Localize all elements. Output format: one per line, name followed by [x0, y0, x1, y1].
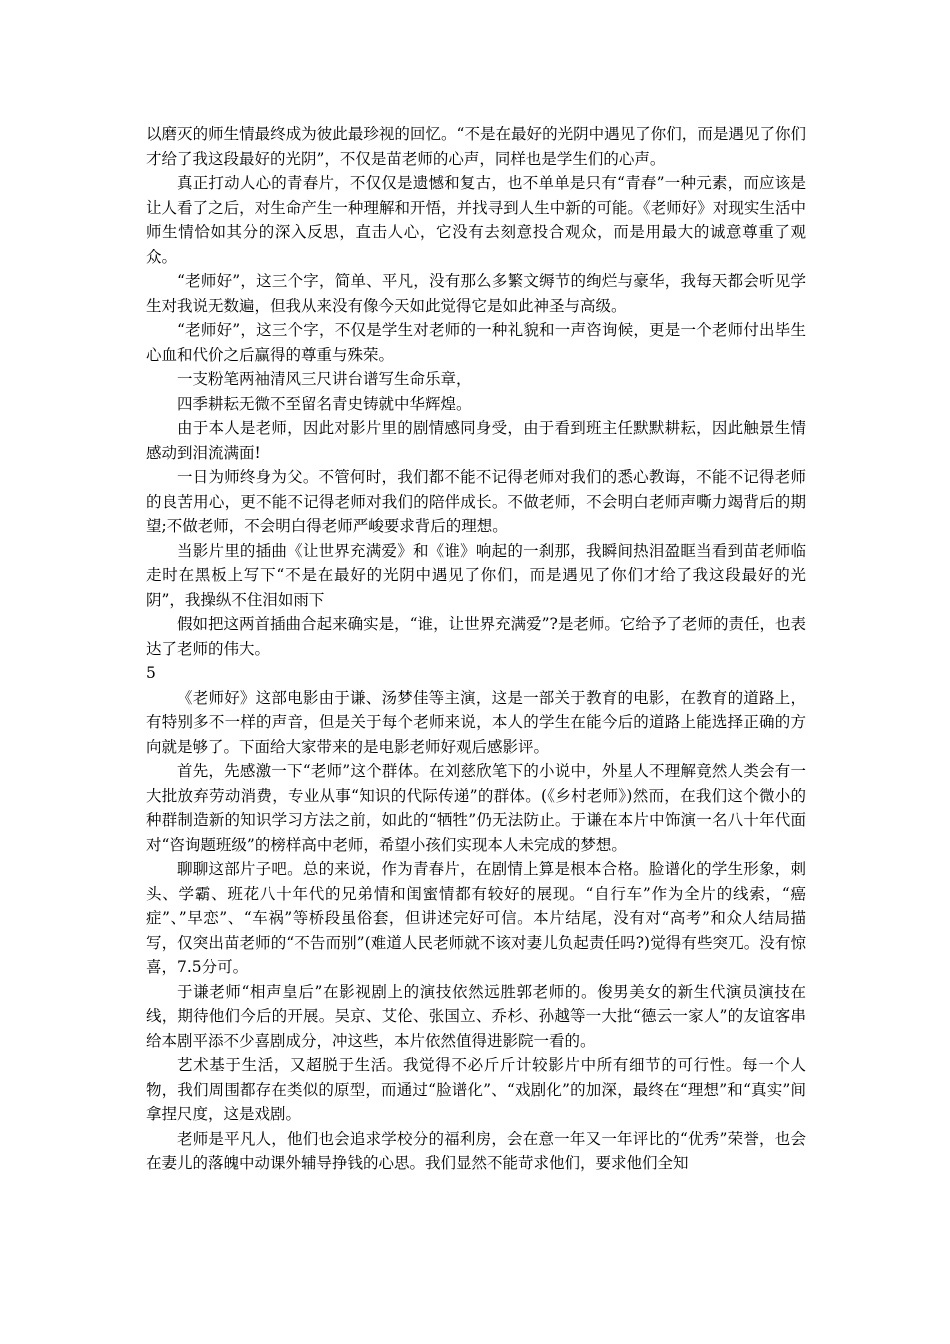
paragraph-9: 当影片里的插曲《让世界充满爱》和《谁》响起的一刹那，我瞬间热泪盈眶当看到苗老师临走时在黑板上写下“不是在最好的光阴中遇见了你们，而是遇见了你们才给了我这段最好的光阴”，我操纵不住泪如雨下 [146, 541, 806, 609]
paragraph-4: “老师好”，这三个字，不仅是学生对老师的一种礼貌和一声咨询候，更是一个老师付出毕生心血和代价之后赢得的尊重与殊荣。 [146, 321, 806, 364]
paragraph-11: 《老师好》这部电影由于谦、汤梦佳等主演，这是一部关于教育的电影，在教育的道路上，有特别多不一样的声音，但是关于每个老师来说，本人的学生在能今后的道路上能选择正确的方向就是够了。下面给大家带来的是电影老师好观后感影评。 [146, 688, 806, 756]
paragraph-14: 于谦老师“相声皇后”在影视剧上的演技依然远胜郭老师的。俊男美女的新生代演员演技在线，期待他们今后的开展。吴京、艾伦、张国立、乔杉、孙越等一大批“德云一家人”的友谊客串给本剧平添不少喜剧成分，冲这些，本片依然值得进影院一看的。 [146, 982, 806, 1050]
paragraph-8: 一日为师终身为父。不管何时，我们都不能不记得老师对我们的悉心教诲，不能不记得老师的良苦用心，更不能不记得老师对我们的陪伴成长。不做老师，不会明白老师声嘶力竭背后的期望;不做老师，不会明白得老师严峻要求背后的理想。 [146, 468, 806, 535]
paragraph-15: 艺术基于生活，又超脱于生活。我觉得不必斤斤计较影片中所有细节的可行性。每一个人物，我们周围都存在类似的原型，而通过“脸谱化”、“戏剧化”的加深，最终在“理想”和“真实”间拿捏尺度，这是戏剧。 [146, 1056, 806, 1123]
poem-line-1: 一支粉笔两袖清风三尺讲台谱写生命乐章， [177, 370, 472, 388]
paragraph-7: 由于本人是老师，因此对影片里的剧情感同身受，由于看到班主任默默耕耘，因此触景生情感动到泪流满面! [146, 419, 806, 462]
paragraph-2: 真正打动人心的青春片，不仅仅是遗憾和复古，也不单单是只有“青春”一种元素，而应该是让人看了之后，对生命产生一种理解和开悟，并找寻到人生中新的可能。《老师好》对现实生活中师生情恰如其分的深入反思，直击人心，它没有去刻意投合观众，而是用最大的诚意尊重了观众。 [146, 174, 806, 266]
document-page [146, 122, 806, 1176]
poem-line-2: 四季耕耘无微不至留名青史铸就中华辉煌。 [177, 394, 472, 413]
paragraph-16: 老师是平凡人，他们也会追求学校分的福利房，会在意一年又一年评比的“优秀”荣誉，也会在妻儿的落魄中动课外辅导挣钱的心思。我们显然不能苛求他们，要求他们全知 [146, 1129, 806, 1172]
paragraph-13: 聊聊这部片子吧。总的来说，作为青春片，在剧情上算是根本合格。脸谱化的学生形象，刺头、学霸、班花八十年代的兄弟情和闺蜜情都有较好的展现。“自行车”作为全片的线索，“癌症”、”早恋”、“车祸”等桥段虽俗套，但讲述完好可信。本片结尾，没有对“高考”和众人结局描写，仅突出苗老师的“不告而别”(难道人民老师就不该对妻儿负起责任吗?)觉得有些突兀。没有惊喜，7.5分可。 [146, 860, 806, 976]
paragraph-3: “老师好”，这三个字，简单、平凡，没有那么多繁文缛节的绚烂与豪华，我每天都会听见学生对我说无数遍，但我从来没有像今天如此觉得它是如此神圣与高级。 [146, 272, 806, 315]
paragraph-1: 以磨灭的师生情最终成为彼此最珍视的回忆。“不是在最好的光阴中遇见了你们，而是遇见了你们才给了我这段最好的光阴”，不仅是苗老师的心声，同样也是学生们的心声。 [146, 125, 806, 168]
paragraph-10: 假如把这两首插曲合起来确实是，“谁，让世界充满爱”?是老师。它给予了老师的责任，也表达了老师的伟大。 [146, 615, 806, 658]
paragraph-12: 首先，先感激一下“老师”这个群体。在刘慈欣笔下的小说中，外星人不理解竟然人类会有一大批放弃劳动消费，专业从事“知识的代际传递”的群体。(《乡村老师》)然而，在我们这个微小的种群制造新的知识学习方法之前，如此的“牺牲”仍无法防止。于谦在本片中饰演一名八十年代面对“咨询题班级”的榜样高中老师，希望小孩们实现本人未完成的梦想。 [146, 762, 806, 854]
section-number: 5 [146, 664, 156, 682]
